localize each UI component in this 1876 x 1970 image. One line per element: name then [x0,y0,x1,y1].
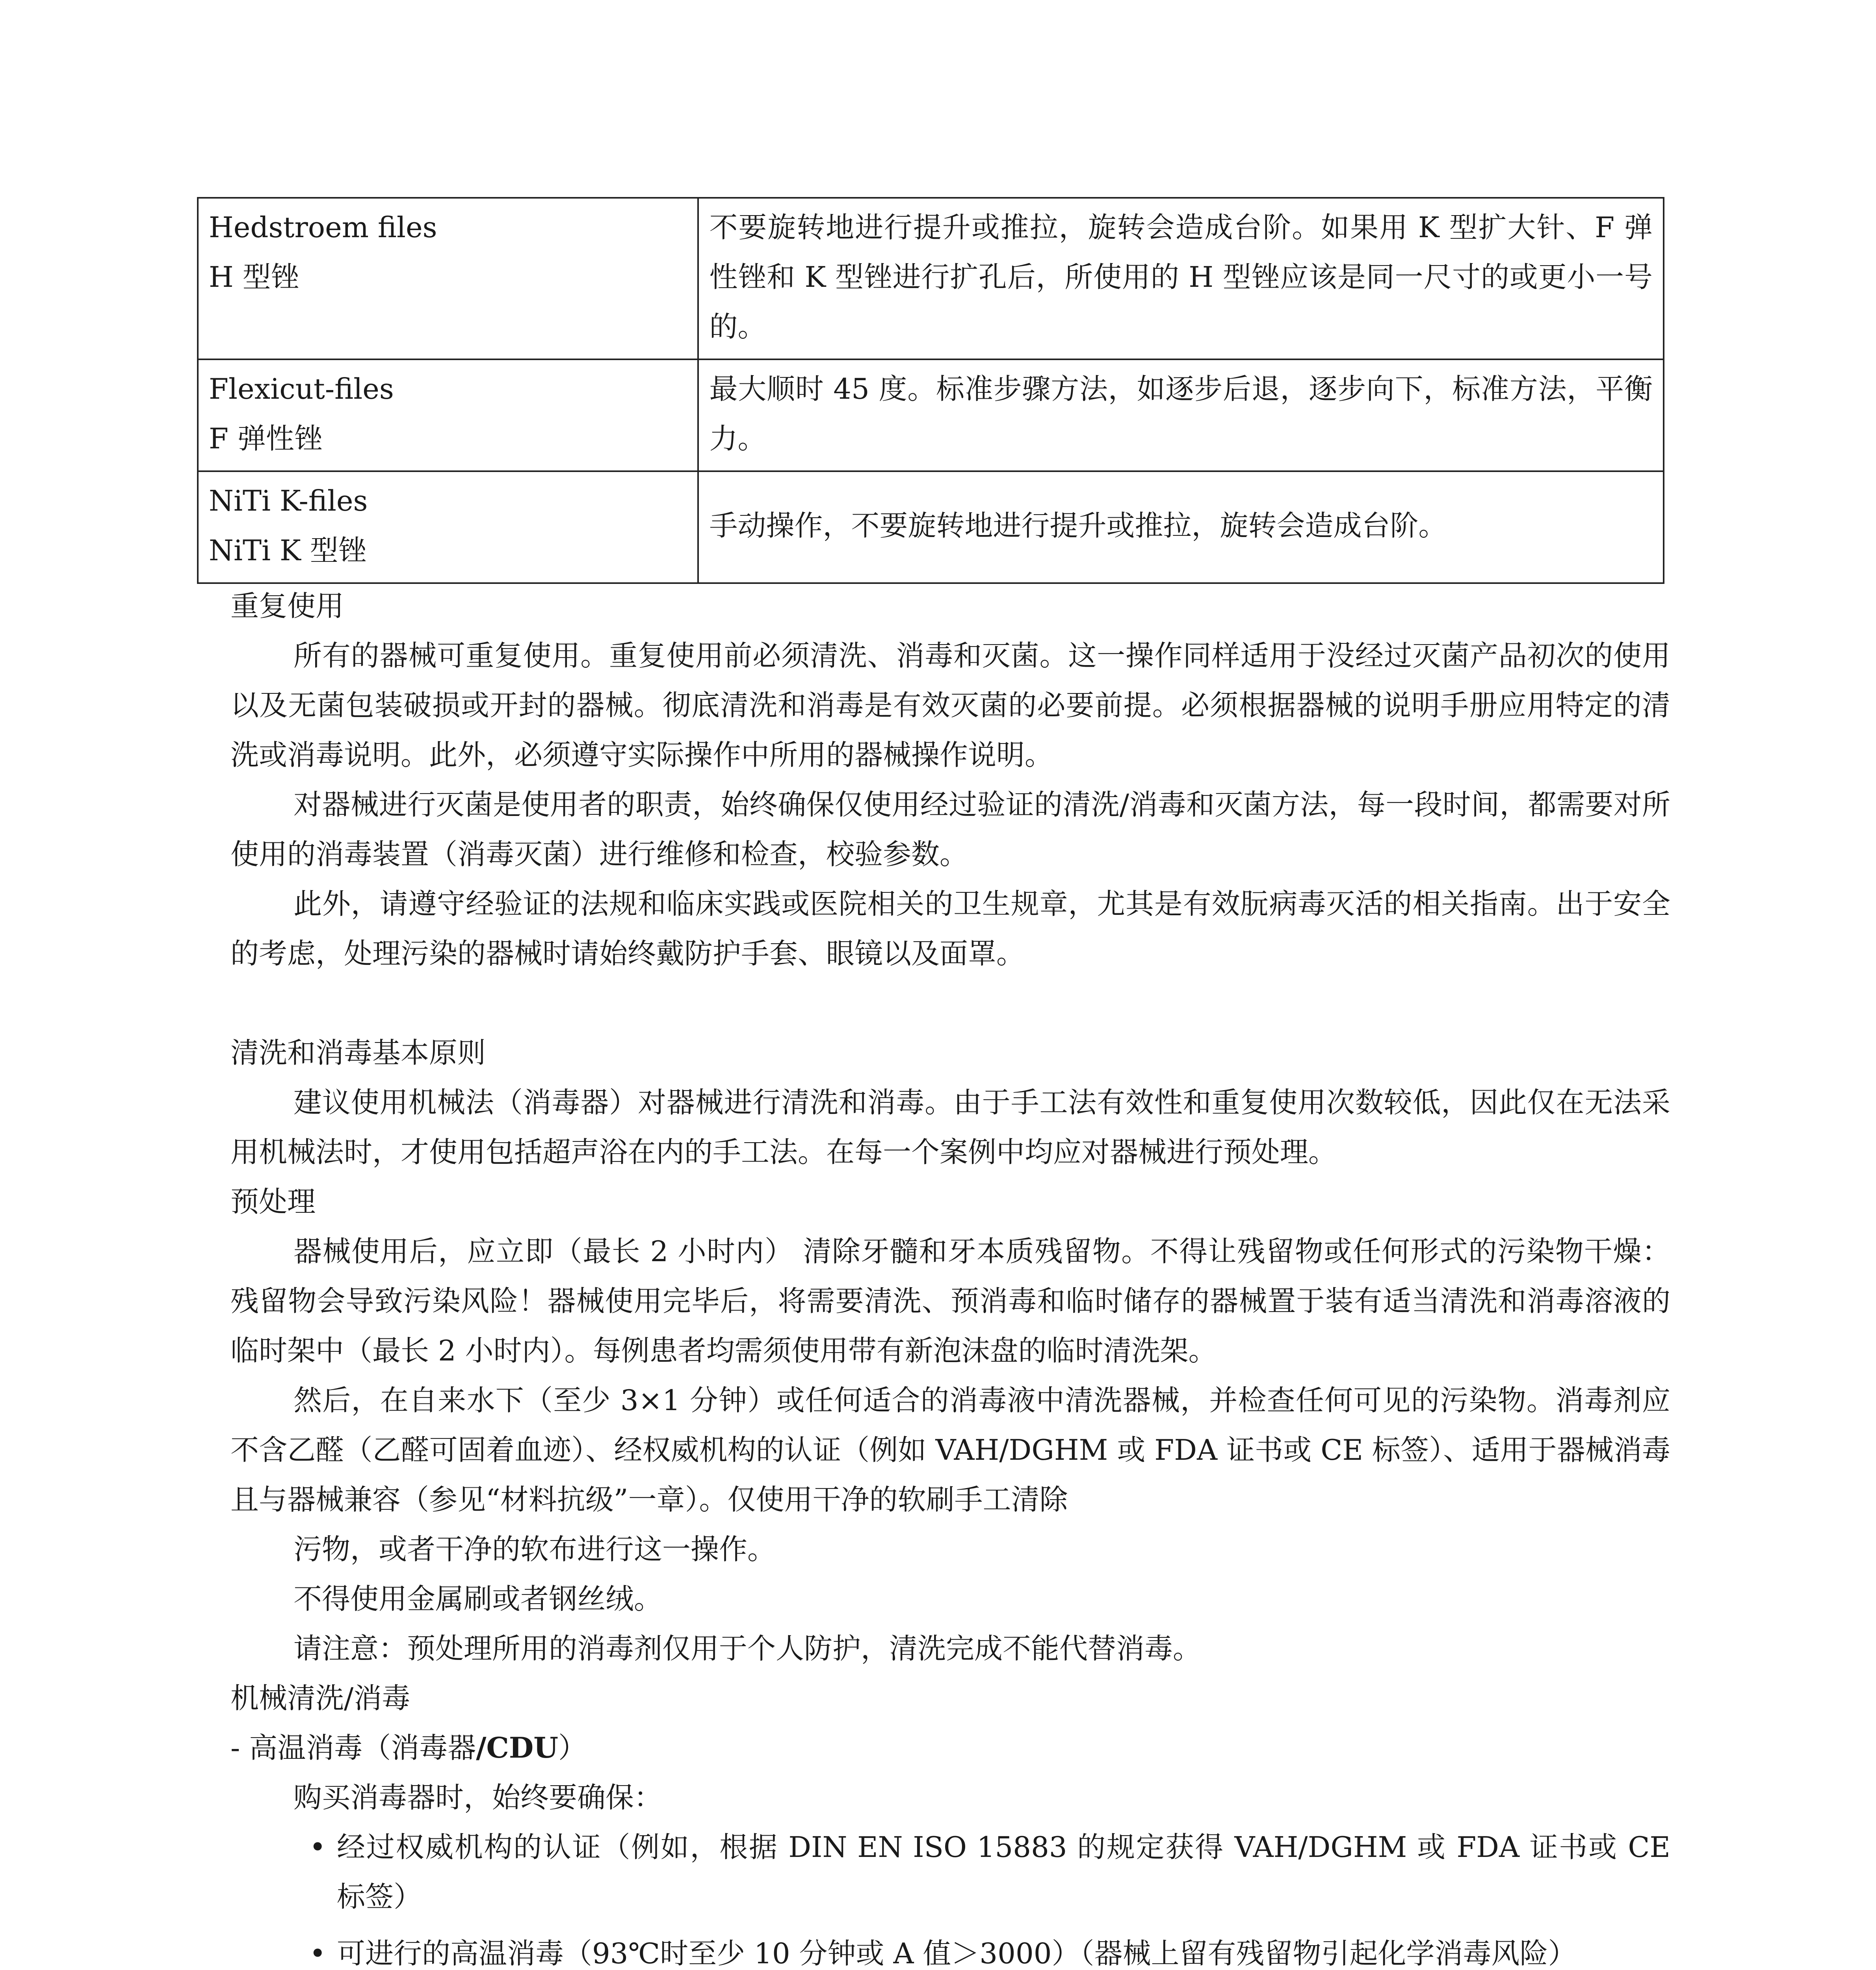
pretreatment-paragraph-continued: 污物，或者干净的软布进行这一操作。 [293,1533,776,1566]
reuse-paragraph: 此外，请遵守经验证的法规和临床实践或医院相关的卫生规章，尤其是有效朊病毒灭活的相关指南。出于安全的考虑，处理污染的器械时请始终戴防护手套、眼镜以及面罩。 [230,887,1670,970]
machine-intro: 购买消毒器时，始终要确保： [293,1781,663,1814]
file-name-cn: NiTi K 型锉 [209,534,367,567]
list-item [309,1929,1670,1970]
subsection-suffix: ） [558,1731,587,1764]
file-name-en: Hedstroem files [209,211,437,244]
spacer [230,978,1670,1028]
pretreatment-paragraph: 器械使用后，应立即（最长 2 小时内） 清除牙髓和牙本质残留物。不得让残留物或任何形式的污染物干燥：残留物会导致污染风险！器械使用完毕后，将需要清洗、预消毒和临时储存的器械置于装有适当清洗和消毒溶液的临时架中（最长 2 小时内）。每例患者均需须使用带有新泡沫盘的临时清洗架。 [230,1235,1670,1367]
file-name-cell [198,198,698,359]
bullet-icon: • [309,1831,326,1864]
reuse-paragraph: 对器械进行灭菌是使用者的职责，始终确保仅使用经过验证的清洗/消毒和灭菌方法，每一段时间，都需要对所使用的消毒装置（消毒灭菌）进行维修和检查，校验参数。 [230,788,1670,871]
subsection-heading-thermal [230,1723,1670,1773]
file-name-cell [198,359,698,471]
bullet-icon: • [309,1937,326,1970]
section-heading-principles: 清洗和消毒基本原则 [230,1036,486,1069]
file-instructions-table [197,197,1664,584]
principles-paragraph: 建议使用机械法（消毒器）对器械进行清洗和消毒。由于手工法有效性和重复使用次数较低，因此仅在无法采用机械法时，才使用包括超声浴在内的手工法。在每一个案例中均应对器械进行预处理。 [230,1086,1670,1169]
subsection-prefix: - 高温消毒（消毒器 [230,1731,476,1764]
list-item [309,1822,1670,1922]
instruction-text: 不要旋转地进行提升或推拉，旋转会造成台阶。如果用 K 型扩大针、F 弹性锉和 K 型锉进行扩孔后，所使用的 H 型锉应该是同一尺寸的或更小一号的。 [709,211,1653,343]
document-body [230,581,1670,1970]
file-name-en: NiTi K-files [209,484,368,517]
table-row [198,471,1664,583]
instruction-cell [698,359,1664,471]
instruction-text: 手动操作，不要旋转地进行提升或推拉，旋转会造成台阶。 [709,509,1447,542]
file-name-cell [198,471,698,583]
list-item-text: 经过权威机构的认证（例如，根据 DIN EN ISO 15883 的规定获得 VAH/DGHM 或 FDA 证书或 CE 标签） [337,1831,1670,1913]
table-row [198,359,1664,471]
pretreatment-paragraph: 然后，在自来水下（至少 3×1 分钟）或任何适合的消毒液中清洗器械，并检查任何可见的污染物。消毒剂应不含乙醛（乙醛可固着血迹）、经权威机构的认证（例如 VAH/DGHM 或 FDA 证书或 CE 标签）、适用于器械消毒且与器械兼容（参见“材料抗级”一章）。仅使用干净的软刷手工清除 [230,1384,1670,1516]
table-row [198,198,1664,359]
requirements-list [230,1822,1670,1970]
section-heading-reuse: 重复使用 [230,589,344,623]
pretreatment-note: 请注意：预处理所用的消毒剂仅用于个人防护，清洗完成不能代替消毒。 [293,1632,1202,1665]
file-name-en: Flexicut-files [209,372,394,405]
subsection-bold: /CDU [476,1731,559,1764]
file-name-cn: F 弹性锉 [209,422,323,455]
pretreatment-note: 不得使用金属刷或者钢丝绒。 [293,1582,663,1615]
file-name-cn: H 型锉 [209,260,299,294]
instruction-cell [698,471,1664,583]
section-heading-machine: 机械清洗/消毒 [230,1682,410,1715]
section-heading-pretreatment: 预处理 [230,1185,316,1218]
list-item-text: 可进行的高温消毒（93℃时至少 10 分钟或 A 值＞3000）（器械上留有残留物引起化学消毒风险） [337,1937,1577,1970]
instruction-text: 最大顺时 45 度。标准步骤方法，如逐步后退，逐步向下，标准方法，平衡力。 [709,372,1653,455]
reuse-paragraph: 所有的器械可重复使用。重复使用前必须清洗、消毒和灭菌。这一操作同样适用于没经过灭菌产品初次的使用以及无菌包装破损或开封的器械。彻底清洗和消毒是有效灭菌的必要前提。必须根据器械的说明手册应用特定的清洗或消毒说明。此外，必须遵守实际操作中所用的器械操作说明。 [230,639,1670,771]
instruction-cell [698,198,1664,359]
